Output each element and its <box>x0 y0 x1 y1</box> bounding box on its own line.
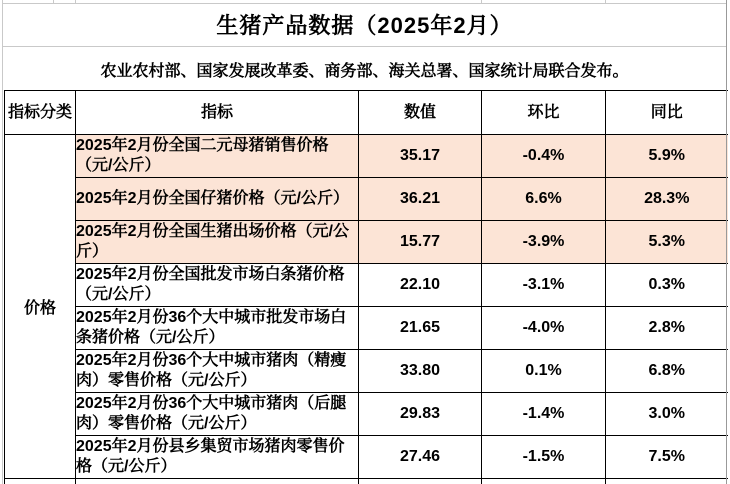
value-cell: 27.46 <box>359 436 482 479</box>
report-title: 生猪产品数据（2025年2月） <box>2 3 727 47</box>
table-row <box>5 393 728 436</box>
value-cell: 15.77 <box>359 221 482 264</box>
yoy-cell: 5.9% <box>606 135 728 178</box>
header-category: 指标分类 <box>5 91 76 135</box>
yoy-cell: 5.3% <box>606 221 728 264</box>
indicator-cell: 2025年2月份全国二元母猪销售价格（元/公斤） <box>76 135 359 178</box>
yoy-cell: 7.5% <box>606 436 728 479</box>
table-row <box>5 178 728 221</box>
table-row <box>5 135 728 178</box>
yoy-cell: 0.3% <box>606 264 728 307</box>
header-indicator: 指标 <box>76 91 359 135</box>
value-cell: 21.65 <box>359 307 482 350</box>
clipped-next-row <box>5 479 728 484</box>
value-cell: 22.10 <box>359 264 482 307</box>
mom-cell: -4.0% <box>482 307 606 350</box>
yoy-cell: 28.3% <box>606 178 728 221</box>
yoy-cell: 3.0% <box>606 393 728 436</box>
mom-cell: -3.9% <box>482 221 606 264</box>
value-cell: 33.80 <box>359 350 482 393</box>
yoy-cell: 6.8% <box>606 350 728 393</box>
yoy-cell: 2.8% <box>606 307 728 350</box>
category-cell: 价格 <box>5 135 76 479</box>
table-row <box>5 264 728 307</box>
value-cell: 36.21 <box>359 178 482 221</box>
mom-cell: -0.4% <box>482 135 606 178</box>
table-header-row <box>5 91 728 135</box>
mom-cell: -1.5% <box>482 436 606 479</box>
indicator-cell: 2025年2月份全国批发市场白条猪价格（元/公斤） <box>76 264 359 307</box>
table-row <box>5 221 728 264</box>
header-mom: 环比 <box>482 91 606 135</box>
table-row <box>5 350 728 393</box>
gridline-right-edge <box>726 0 727 484</box>
mom-cell: -3.1% <box>482 264 606 307</box>
indicator-cell: 2025年2月份全国生猪出场价格（元/公斤） <box>76 221 359 264</box>
value-cell: 35.17 <box>359 135 482 178</box>
indicator-cell: 2025年2月份全国仔猪价格（元/公斤） <box>76 178 359 221</box>
value-cell: 29.83 <box>359 393 482 436</box>
indicator-cell: 2025年2月份县乡集贸市场猪肉零售价格（元/公斤） <box>76 436 359 479</box>
mom-cell: 6.6% <box>482 178 606 221</box>
header-yoy: 同比 <box>606 91 728 135</box>
table-row <box>5 307 728 350</box>
indicator-cell: 2025年2月份36个大中城市猪肉（后腿肉）零售价格（元/公斤） <box>76 393 359 436</box>
mom-cell: -1.4% <box>482 393 606 436</box>
publisher-subtitle: 农业农村部、国家发展改革委、商务部、海关总署、国家统计局联合发布。 <box>100 62 629 80</box>
indicator-cell: 2025年2月份36个大中城市批发市场白条猪价格（元/公斤） <box>76 307 359 350</box>
data-table <box>4 90 728 484</box>
header-value: 数值 <box>359 91 482 135</box>
indicator-cell: 2025年2月份36个大中城市猪肉（精瘦肉）零售价格（元/公斤） <box>76 350 359 393</box>
mom-cell: 0.1% <box>482 350 606 393</box>
table-row <box>5 436 728 479</box>
